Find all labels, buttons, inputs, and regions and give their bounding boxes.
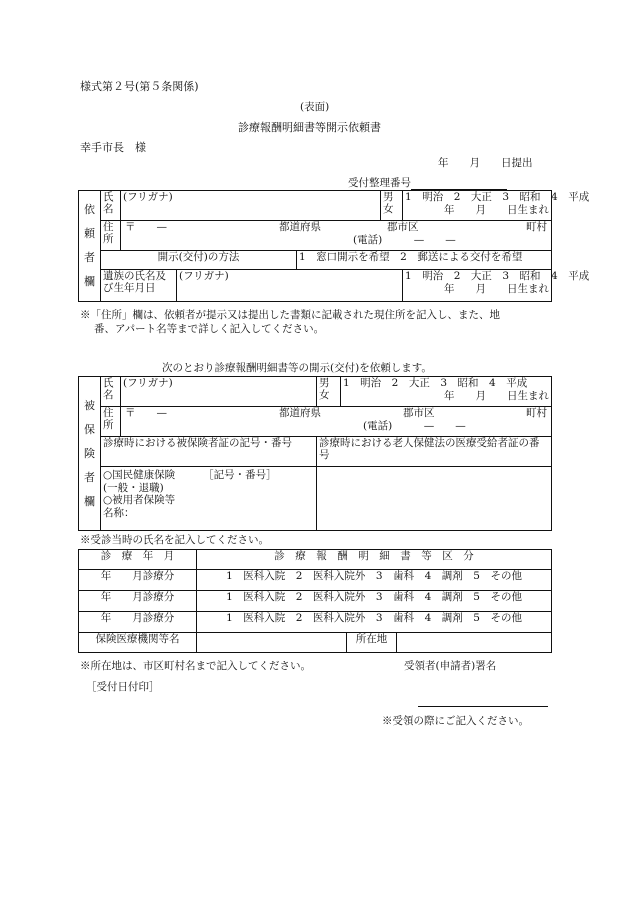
recipient-signature-label: 受領者(申請者)署名 [404,660,497,672]
claim-month[interactable]: 年 月診療分 [79,612,197,633]
requester-birth-field[interactable]: 1 明治 2 大正 3 昭和 4 平成 年 月 日生まれ [403,191,552,221]
requester-address-label: 住所 [101,221,121,251]
insured-section-label: 被 保 険 者 欄 [79,377,101,531]
card-number-label: 診療時における被保険者証の記号・番号 [101,437,317,467]
institution-field[interactable] [197,633,347,653]
claims-table [78,549,552,653]
elderly-number-field[interactable] [317,467,552,531]
employee-insurance-option[interactable]: ○被用者保険等 [103,494,176,506]
submission-date[interactable]: 年 月 日提出 [438,157,533,169]
insured-table [78,376,552,531]
addressee: 幸手市長 様 [80,141,146,154]
insured-name-field[interactable]: (フリガナ) [121,377,317,407]
signature-line[interactable] [418,706,548,707]
side-label: (表面) [300,101,330,113]
elderly-number-label: 診療時における老人保健法の医療受給者証の番号 [317,437,552,467]
requester-sex-field[interactable]: 男女 [381,191,403,221]
insured-sex-field[interactable]: 男女 [317,377,341,407]
institution-label: 保険医療機関等名 [79,633,197,653]
address-note: ※「住所」欄は、依頼者が提示又は提出した書類に記載された現住所を記入し、また、地 [80,309,500,321]
requester-name-field[interactable] [121,191,381,221]
signature-note: ※受領の際にご記入ください。 [382,715,529,727]
requester-address-field[interactable]: 〒 — 都道府県 郡市区 町村 (電話) — — [121,221,552,251]
location-label: 所在地 [347,633,397,653]
location-note: ※所在地は、市区町村名まで記入してください。 [80,660,311,672]
claim-category[interactable]: 1 医科入院 2 医科入院外 3 歯科 4 調剤 5 その他 [197,570,552,591]
insured-address-label: 住所 [101,407,121,437]
insurance-type-field[interactable]: ○国民健康保険 ［記号・番号］ (一般・退職) ○被用者保険等 名称： [101,467,317,531]
claims-category-header: 診 療 報 酬 明 細 書 等 区 分 [197,550,552,570]
form-number: 様式第２号(第５条関係) [80,80,199,93]
receipt-number-label: 受付整理番号 [348,177,411,189]
location-field[interactable] [397,633,552,653]
claim-month[interactable]: 年 月診療分 [79,570,197,591]
requester-name-label: 氏名 [101,191,121,221]
claim-category[interactable]: 1 医科入院 2 医科入院外 3 歯科 4 調剤 5 その他 [197,591,552,612]
national-insurance-option[interactable]: ○国民健康保険 [103,469,176,481]
requester-section-label: 依 頼 者 欄 [79,191,101,302]
request-sentence: 次のとおり診療報酬明細書等の開示(交付)を依頼します。 [162,362,432,374]
bereaved-name-field[interactable]: (フリガナ) [177,270,403,302]
insured-name-label: 氏名 [101,377,121,407]
requester-furigana: (フリガナ) [123,191,173,203]
address-note-continued: 番、アパート名等まで詳しく記入してください。 [94,323,325,335]
claim-month[interactable]: 年 月診療分 [79,591,197,612]
claim-category[interactable]: 1 医科入院 2 医科入院外 3 歯科 4 調剤 5 その他 [197,612,552,633]
insured-address-field[interactable]: 〒 — 都道府県 郡市区 町村 (電話) — — [121,407,552,437]
document-title: 診療報酬明細書等開示依頼書 [238,121,381,134]
receipt-number-field[interactable] [348,177,507,190]
requester-table [78,190,590,302]
insured-birth-field[interactable]: 1 明治 2 大正 3 昭和 4 平成 年 月 日生まれ [341,377,552,407]
bereaved-label: 遺族の氏名及び生年月日 [101,270,177,302]
receipt-stamp-label: ［受付日付印］ [86,681,160,693]
method-options[interactable]: 1 窓口開示を希望 2 郵送による交付を希望 [297,251,552,270]
method-label: 開示(交付)の方法 [101,251,297,270]
name-note: ※受診当時の氏名を記入してください。 [80,534,269,546]
bereaved-birth-field[interactable]: 1 明治 2 大正 3 昭和 4 平成 年 月 日生まれ [403,270,552,302]
claims-month-header: 診 療 年 月 [79,550,197,570]
